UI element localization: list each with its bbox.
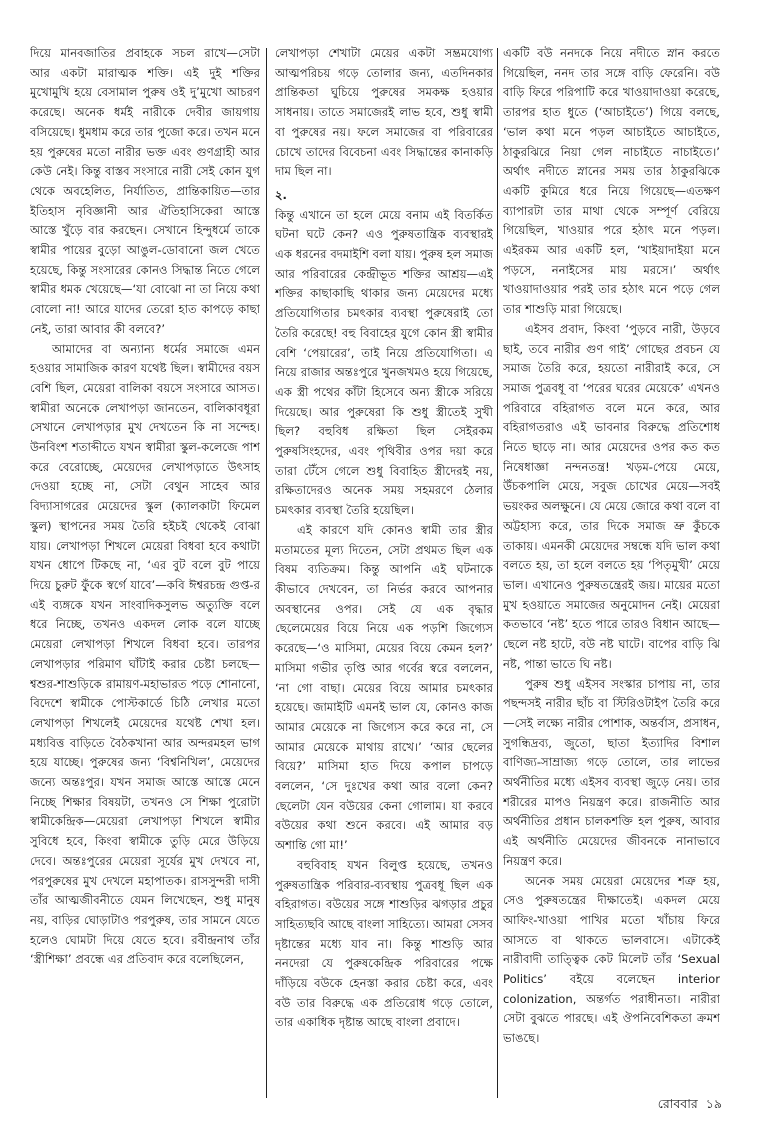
article-column-3 [503,44,720,1099]
page-footer [650,1096,722,1116]
paragraph: এইসব প্রবাদ, কিংবা ‘পুড়বে নারী, উড়বে ছাই, তবে নারীর গুণ গাই’ গোছের প্রবচন যে সমাজ তৈরি করে, হয়তো নারীরাই করে, সে সমাজ পুত্রবধূ বা ‘পরের ঘরের মেয়েকে’ এখনও পরিবারে বহিরাগত বলে মনে করে, আর বহিরাগতরাও এই ভাবনার বিরুদ্ধে প্রতিশোধ নিতে ছাড়ে না। আর মেয়েদের ওপর কত কত নিষেধাজ্ঞা নন্দনতন্ত্র! খড়ম-পেয়ে মেয়ে, উঁচকপালি মেয়ে, সবুজ চোখের মেয়ে—সবই ভয়ংকর অলক্ষুনে। যে মেয়ে জোরে কথা বলে বা অট্টহাস্য করে, তার দিকে সমাজ ভ্রু কুঁচকে তাকায়। এমনকী মেয়েদের সম্বন্ধে যদি ভাল কথা বলতে হয়, তা হলে বলতে হয় ‘পিতৃমুখী’ মেয়ে ভাল। এখানেও পুরুষতন্ত্রেরই জয়। মায়ের মতো মুখ হওয়াতে সমাজের অনুমোদন নেই। মেয়েরা কতভাবে ‘নষ্ট’ হতে পারে তারও বিধান আছে—ছেলে নষ্ট হাটে, বউ নষ্ট ঘাটে। বাপের বাড়ি ঝি নষ্ট, পান্তা ভাতে ঘি নষ্ট। [503,321,720,671]
section-number: ২. [275,187,287,202]
article-column-1 [30,44,260,1099]
paragraph: দিয়ে মানবজাতির প্রবাহকে সচল রাখে—সেটা আর একটা মারাত্মক শক্তি। এই দুই শক্তির মুখোমুখি হয়ে বেসামাল পুরুষ ওই দু’মুখো আচরণ করেছে। অনেক ধর্মই নারীকে দেবীর জায়গায় বসিয়েছে। ধুমধাম করে তার পুজো করে। তখন মনে হয় পুরুষের মতো নারীর ভক্ত এবং গুণগ্রাহী আর কেউ নেই। কিন্তু বাস্তব সংসারে নারী সেই কোন যুগ থেকে অবহেলিত, নির্যাতিত, প্রান্তিকায়িত—তার ইতিহাস নৃবিজ্ঞানী আর ঐতিহাসিকেরা আস্তে আস্তে খুঁড়ে বার করছেন। সেখানে হিন্দুধর্মে তাকে স্বামীর পায়ের বুড়ো আঙুল-ডোবানো জল খেতে হয়েছে, কিন্তু সংসারের কোনও সিদ্ধান্ত নিতে গেলে স্বামীর ধমক খেয়েছে—‘যা বোঝো না তা নিয়ে কথা বোলো না! আরে যাদের তেরো হাত কাপড়ে কাছা নেই, তারা আবার কী বলবে?’ [30,46,260,336]
paragraph: বহুবিবাহ যখন বিলুপ্ত হয়েছে, তখনও পুরুষতান্ত্রিক পরিবার-ব্যবস্থায় পুত্রবধূ ছিল এক বহিরাগত। বউয়ের সঙ্গে শাশুড়ির ঝগড়ার প্রচুর সাহিত্যছবি আছে বাংলা সাহিত্যে। আমরা সেসব দৃষ্টান্তের মধ্যে যাব না। কিন্তু শাশুড়ি আর ননদেরা যে পুরুষকেন্দ্রিক পরিবারের পক্ষে দাঁড়িয়ে বউকে হেনস্তা করার চেষ্টা করে, এবং বউ তার বিরুদ্ধে এক প্রতিরোধ গড়ে তোলে, তার একাধিক দৃষ্টান্ত আছে বাংলা প্রবাদে। [275,857,493,1030]
article-column-2 [275,44,493,1099]
paragraph: পুরুষ শুধু এইসব সংস্কার চাপায় না, তার পছন্দসই নারীর ছাঁচ বা স্টিরিওটাইপ তৈরি করে—সেই লক্ষ্যে নারীর পোশাক, অন্তর্বাস, প্রসাধন, সুগন্ধিদ্রব্য, জুতো, ছাতা ইত্যাদির বিশাল বাণিজ্য-সাম্রাজ্য গড়ে তোলে, তার লাভের অর্থনীতির মধ্যে এইসব ব্যবস্থা জুড়ে নেয়। তার শরীরের মাপও নিয়ন্ত্রণ করে। রাজনীতি আর অর্থনীতির প্রধান চালকশক্তি হল পুরুষ, আবার এই অর্থনীতি মেয়েদের জীবনকে নানাভাবে নিয়ন্ত্রণ করে। [503,676,720,868]
paragraph: অনেক সময় মেয়েরা মেয়েদের শত্রু হয়, সেও পুরুষতন্ত্রের দীক্ষাতেই। একদল মেয়ে আফিং-খাওয়া পাখির মতো খাঁচায় ফিরে আসতে বা থাকতে ভালবাসে। এটাকেই নারীবাদী তাত্ত্বিক কেট মিলেট তাঁর ‘Sexual Politics’ বইয়ে বলেছেন interior colonization, অন্তর্গত পরাধীনতা। নারীরা সেটা বুঝতে পারছে। এই ঔপনিবেশিকতা ক্রমশ ভাঙছে। [503,873,720,1046]
page-number: ১৯ [705,1096,722,1111]
paragraph: এই কারণে যদি কোনও স্বামী তার স্ত্রীর মতামতের মূল্য দিতেন, সেটা প্রথমত ছিল এক বিষম ব্যতিক্রম। কিন্তু আপনি এই ঘটনাকে কীভাবে দেখবেন, তা নির্ভর করবে আপনার অবস্থানের ওপর। সেই যে এক বৃদ্ধার ছেলেমেয়ের বিয়ে নিয়ে এক পড়শি জিগ্যেস করেছে—‘ও মাসিমা, মেয়ের বিয়ে কেমন হল?’ মাসিমা গভীর তৃপ্তি আর গর্বের স্বরে বললেন, ‘না গো বাছা। মেয়ের বিয়ে আমার চমৎকার হয়েছে। জামাইটি এমনই ভাল যে, কোনও কাজ আমার মেয়েকে না জিগ্যেস করে করে না, সে আমার মেয়েকে মাথায় রাখে।’ ‘আর ছেলের বিয়ে?’ মাসিমা হাত দিয়ে কপাল চাপড়ে বললেন, ‘সে দুঃখের কথা আর বলো কেন? ছেলেটা যেন বউয়ের কেনা গোলাম। যা করবে বউয়ের কথা শুনে করবে। এই আমার বড় অশান্তি গো মা!’ [275,522,493,853]
paragraph: লেখাপড়া শেখাটা মেয়ের একটা সম্ভ্রমযোগ্য আত্মপরিচয় গড়ে তোলার জন্য, এতদিনকার প্রান্তিকতা ঘুচিয়ে পুরুষের সমকক্ষ হওয়ার সাধনায়। তাতে সমাজেরই লাভ হবে, শুধু স্বামী বা পুরুষের নয়। ফলে সমাজের বা পরিবারের চোখে তাদের বিবেচনা এবং সিদ্ধান্তের কানাকড়ি দাম ছিল না। [275,46,493,179]
column-divider [266,48,267,1098]
paragraph: কিন্তু এখানে তা হলে মেয়ে বনাম এই বিতর্কিত ঘটনা ঘটে কেন? এও পুরুষতান্ত্রিক ব্যবস্থারই এক ধরনের বদমাইশি বলা যায়। পুরুষ হল সমাজ আর পরিবারের কেন্দ্রীভূত শক্তির আশ্রয়—এই শক্তির কাছাকাছি থাকার জন্য মেয়েদের মধ্যে প্রতিযোগিতার চমৎকার ব্যবস্থা পুরুষেরাই তো তৈরি করেছে! বহু বিবাহের যুগে কোন স্ত্রী স্বামীর বেশি ‘পেয়ারের’, তাই নিয়ে প্রতিযোগিতা। এ নিয়ে রাজার অন্তঃপুরে খুনজখমও হয়ে গিয়েছে, এক স্ত্রী পথের কাঁটা হিসেবে অন্য স্ত্রীকে সরিয়ে দিয়েছে। আর পুরুষেরা কি শুধু স্ত্রীতেই সুখী ছিল? বহুবিধ রক্ষিতা ছিল সেইরকম পুরুষসিংহদের, এবং পৃথিবীর ওপর দয়া করে তারা টেঁসে গেলে শুধু বিবাহিত স্ত্রীদেরই নয়, রক্ষিতাদেরও অনেক সময় সহমরণে ঠেলার চমৎকার ব্যবস্থা তৈরি হয়েছিল। [275,207,493,518]
column-divider [497,48,498,1098]
magazine-name: রোববার [657,1096,698,1111]
paragraph: আমাদের বা অন্যান্য ধর্মের সমাজে এমন হওয়ার সামাজিক কারণ যথেষ্ট ছিল। স্বামীদের বয়স বেশি ছিল, মেয়েরা বালিকা বয়সে সংসারে আসত। স্বামীরা অনেকে লেখাপড়া জানতেন, বালিকাবধূরা সেখানে লেখাপড়ার মুখ দেখতেন কি না সন্দেহ। উনবিংশ শতাব্দীতে যখন স্বামীরা স্কুল-কলেজে পাশ করে বেরোচ্ছে, মেয়েদের লেখাপড়াতে উৎসাহ দেওয়া হচ্ছে না, সেটা বেথুন সাহেব আর বিদ্যাসাগরের মেয়েদের স্কুল (ক্যালকাটা ফিমেল স্কুল) স্থাপনের সময় তৈরি হইচই থেকেই বোঝা যায়। লেখাপড়া শিখলে মেয়েরা বিধবা হবে কথাটা যখন ধোপে টিকছে না, ‘এর বুট বলে বুট পায়ে দিয়ে চুরুট ফুঁকে স্বর্গে যাবে’—কবি ঈশ্বরচন্দ্র গুপ্ত-র এই ব্যঙ্গকে যখন সাংবাদিকসুলভ অত্যুক্তি বলে ধরে নিচ্ছে, তখনও একদল লোক বলে যাচ্ছে মেয়েরা লেখাপড়া শিখলে বিধবা হবে। তারপর লেখাপড়ার পরিমাণ ঘাঁটাই করার চেষ্টা চলছে—শ্বশুর-শাশুড়িকে রামায়ণ-মহাভারত পড়ে শোনানো, বিদেশে স্বামীকে পোস্টকার্ডে চিঠি লেখার মতো লেখাপড়া শিখলেই মেয়েদের যথেষ্ট শেখা হল। মধ্যবিত্ত বাড়িতে বৈঠকখানা আর অন্দরমহল ভাগ হয়ে যাচ্ছে। পুরুষের জন্য ‘বিশ্বনিখিল’, মেয়েদের জন্যে অন্তঃপুর। যখন সমাজ আস্তে আস্তে মেনে নিচ্ছে শিক্ষার বিষয়টা, তখনও সে শিক্ষা পুরোটা স্বামীকেন্দ্রিক—মেয়েরা লেখাপড়া শিখলে স্বামীর সুবিধে হবে, কিংবা স্বামীকে তুড়ি মেরে উড়িয়ে দেবে। অন্তঃপুরের মেয়েরা সূর্যের মুখ দেখবে না, পরপুরুষের মুখ দেখলে মহাপাতক। রাসসুন্দরী দাসী তাঁর আত্মজীবনীতে যেমন লিখেছেন, শুধু মানুষ নয়, বাড়ির ঘোড়াটাও পরপুরুষ, তার সামনে যেতে হলেও ঘোমটা দিয়ে যেতে হবে। রবীন্দ্রনাথ তাঁর ‘স্ত্রীশিক্ষা’ প্রবন্ধে এর প্রতিবাদ করে বলেছিলেন, [30,341,260,967]
paragraph: একটি বউ ননদকে নিয়ে নদীতে স্নান করতে গিয়েছিল, ননদ তার সঙ্গে বাড়ি ফেরেনি। বউ বাড়ি ফিরে পরিপাটি করে খাওয়াদাওয়া করেছে, তারপর হাত ধুতে (‘আচাইতে’) গিয়ে বলছে, ‘ভাল কথা মনে পড়ল আচাইতে আচাইতে, ঠাকুরঝিরে নিয়া গেল নাচাইতে নাচাইতে।’ অর্থাৎ নদীতে স্নানের সময় তার ঠাকুরঝিকে একটি কুমিরে ধরে নিয়ে গিয়েছে—এতক্ষণ ব্যাপারটা তার মাথা থেকে সম্পূর্ণ বেরিয়ে গিয়েছিল, খাওয়ার পরে হঠাৎ মনে পড়ল। এইরকম আর একটি হল, ‘খাইয়াদাইয়া মনে পড়সে, ননাইসের মায় মরসে।’ অর্থাৎ খাওয়াদাওয়ার পরই তার হঠাৎ মনে পড়ে গেল তার শাশুড়ি মারা গিয়েছে। [503,46,720,317]
